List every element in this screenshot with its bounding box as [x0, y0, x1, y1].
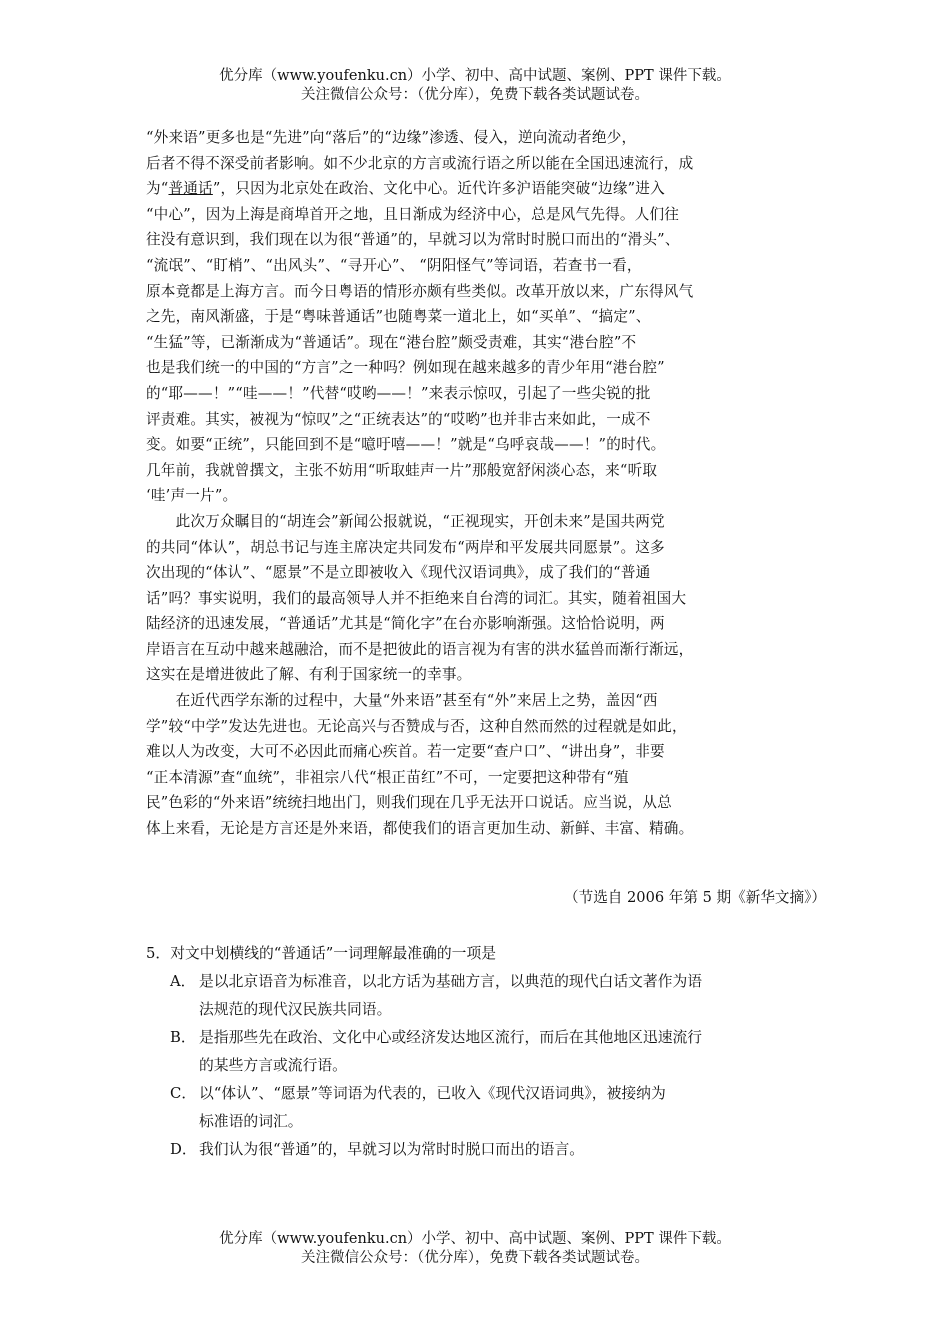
passage-line: 在近代西学东渐的过程中，大量“外来语”甚至有“外”来居上之势，盖因“西	[146, 692, 658, 710]
passage-text: ”，只因为北京处在政治、文化中心。近代许多沪语能突破“边缘”进入	[212, 180, 665, 198]
passage-line: 体上来看，无论是方言还是外来语，都使我们的语言更加生动、新鲜、丰富、精确。	[146, 820, 694, 838]
option-text: 法规范的现代汉民族共同语。	[199, 1001, 392, 1018]
page-header	[0, 67, 950, 105]
page-footer	[0, 1230, 950, 1268]
passage-line: 变。如要“正统”，只能回到不是“噫吁嘻——！”就是“乌呼哀哉——！”的时代。	[146, 436, 666, 454]
passage-line: 的“耶——！”“哇——！”代替“哎哟——！”来表示惊叹，引起了一些尖锐的批	[146, 384, 651, 402]
passage-line: ‘哇’声一片”。	[146, 487, 238, 505]
passage-line: “正本清源”查“血统”，非祖宗八代“根正苗红”不可，一定要把这种带有“殖	[146, 768, 629, 786]
passage-line: 岸语言在互动中越来越融洽，而不是把彼此的语言视为有害的洪水猛兽而渐行渐远，	[146, 640, 694, 658]
option-text: 是以北京语音为标准音，以北方话为基础方言，以典范的现代白话文著作为语	[199, 973, 703, 990]
reading-passage	[146, 125, 826, 842]
passage-line: 学”较“中学”发达先进也。无论高兴与否赞成与否，这种自然而然的过程就是如此，	[146, 717, 687, 735]
header-line-2: 关注微信公众号：（优分库），免费下载各类试题试卷。	[301, 87, 649, 103]
option-letter: C．	[170, 1085, 197, 1102]
passage-line: “外来语”更多也是“先进”向“落后”的“边缘”渗透、侵入，逆向流动者绝少，	[146, 129, 637, 146]
passage-line: 此次万众瞩目的“胡连会”新闻公报就说，“正视现实，开创未来”是国共两党	[146, 512, 665, 530]
footer-line-1: 优分库（www.youfenku.cn）小学、初中、高中试题、案例、PPT 课件下载。	[219, 1231, 731, 1247]
question-stem: 5．对文中划横线的“普通话”一词理解最准确的一项是	[146, 945, 497, 962]
passage-line: 陆经济的迅速发展，“普通话”尤其是“简化字”在台亦影响渐强。这恰恰说明，两	[146, 615, 665, 633]
option-c[interactable]	[146, 1080, 826, 1136]
question-5	[146, 940, 826, 1164]
option-b[interactable]	[146, 1024, 826, 1080]
passage-line: 往没有意识到，我们现在以为很“普通”的，早就习以为常时时脱口而出的“滑头”、	[146, 231, 680, 249]
passage-line: 民”色彩的“外来语”统统扫地出门，则我们现在几乎无法开口说话。应当说，从总	[146, 794, 672, 812]
passage-text: 为“	[146, 180, 169, 198]
passage-line: 难以人为改变，大可不必因此而痛心疾首。若一定要“查户口”、“讲出身”，非要	[146, 743, 665, 761]
passage-line: 话”吗？事实说明，我们的最高领导人并不拒绝来自台湾的词汇。其实，随着祖国大	[146, 589, 687, 607]
passage-line	[146, 176, 826, 202]
header-line-1: 优分库（www.youfenku.cn）小学、初中、高中试题、案例、PPT 课件下载。	[219, 68, 731, 84]
passage-line: 原本竟都是上海方言。而今日粤语的情形亦颇有些类似。改革开放以来，广东得风气	[146, 282, 694, 300]
footer-line-2: 关注微信公众号：（优分库），免费下载各类试题试卷。	[301, 1250, 649, 1266]
passage-line: 之先，南风渐盛，于是“粤味普通话”也随粤菜一道北上，如“买单”、“搞定”、	[146, 308, 651, 326]
passage-line: 后者不得不深受前者影响。如不少北京的方言或流行语之所以能在全国迅速流行，成	[146, 154, 694, 172]
option-letter: D．	[170, 1141, 197, 1158]
option-text: 的某些方言或流行语。	[199, 1057, 347, 1074]
option-letter: B．	[170, 1029, 196, 1046]
passage-line: 也是我们统一的中国的“方言”之一种吗？例如现在越来越多的青少年用“港台腔”	[146, 359, 665, 377]
option-d[interactable]	[146, 1136, 826, 1164]
passage-line: “生猛”等，已渐渐成为“普通话”。现在“港台腔”颇受责难，其实“港台腔”不	[146, 333, 637, 351]
option-a[interactable]	[146, 968, 826, 1024]
option-text: 标准语的词汇。	[199, 1113, 303, 1130]
passage-line: 这实在是增进彼此了解、有利于国家统一的幸事。	[146, 666, 472, 684]
option-text: 是指那些先在政治、文化中心或经济发达地区流行，而后在其他地区迅速流行	[199, 1029, 703, 1046]
underlined-term: 普通话	[168, 180, 213, 198]
option-text: 以“体认”、“愿景”等词语为代表的，已收入《现代汉语词典》，被接纳为	[199, 1085, 666, 1102]
passage-line: “中心”，因为上海是商埠首开之地，且日渐成为经济中心，总是风气先得。人们往	[146, 205, 680, 223]
passage-line: 评责难。其实，被视为“惊叹”之“正统表达”的“哎哟”也并非古来如此，一成不	[146, 410, 651, 428]
passage-source: （节选自 2006 年第 5 期《新华文摘》）	[564, 889, 826, 906]
passage-line: 的共同“体认”，胡总书记与连主席决定共同发布“两岸和平发展共同愿景”。这多	[146, 538, 665, 556]
passage-line: 几年前，我就曾撰文，主张不妨用“听取蛙声一片”那般宽舒闲淡心态，来“听取	[146, 461, 658, 479]
passage-line: 次出现的“体认”、“愿景”不是立即被收入《现代汉语词典》，成了我们的“普通	[146, 564, 651, 582]
option-text: 我们认为很“普通”的，早就习以为常时时脱口而出的语言。	[199, 1141, 585, 1158]
option-letter: A．	[170, 973, 196, 990]
passage-line: “流氓”、“盯梢”、“出风头”、“寻开心”、 “阴阳怪气”等词语，若查书一看，	[146, 256, 642, 274]
